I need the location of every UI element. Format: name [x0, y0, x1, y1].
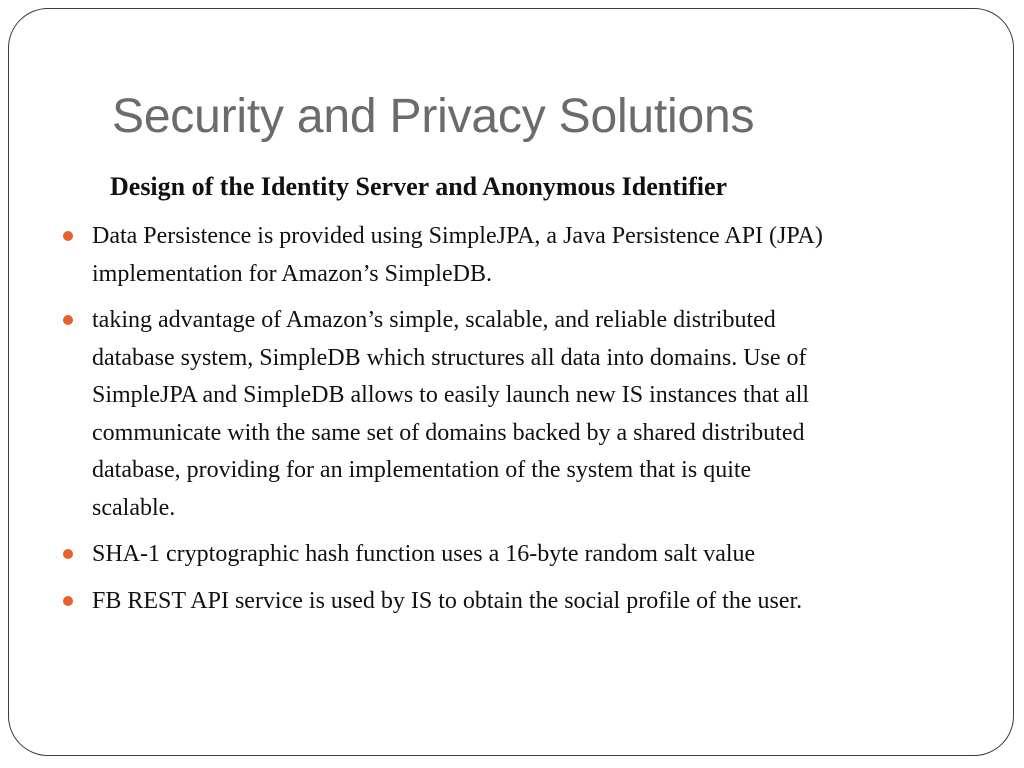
bullet-dot-icon	[63, 549, 73, 559]
bullet-item	[60, 583, 940, 621]
bullet-line: SHA-1 cryptographic hash function uses a 16-byte random salt value	[92, 541, 756, 567]
bullet-item	[60, 536, 940, 574]
bullet-line: SimpleJPA and SimpleDB allows to easily launch new IS instances that all	[92, 382, 810, 408]
bullet-line: scalable.	[92, 494, 176, 521]
bullet-dot-icon	[63, 315, 73, 325]
bullet-line: taking advantage of Amazon’s simple, scalable, and reliable distributed	[92, 307, 776, 333]
bullet-item	[60, 302, 940, 527]
bullet-line: communicate with the same set of domains backed by a shared distributed	[92, 419, 805, 446]
bullet-line: FB REST API service is used by IS to obtain the social profile of the user.	[92, 587, 803, 614]
bullet-line: database system, SimpleDB which structures all data into domains. Use of	[92, 344, 807, 371]
bullet-line: implementation for Amazon’s SimpleDB.	[92, 260, 492, 287]
bullet-item	[60, 218, 940, 293]
bullet-line: Data Persistence is provided using SimpleJPA, a Java Persistence API (JPA)	[92, 223, 823, 249]
bullet-line: database, providing for an implementation of the system that is quite	[92, 457, 752, 483]
slide-title: Security and Privacy Solutions	[112, 90, 755, 143]
slide-subtitle: Design of the Identity Server and Anonymous Identifier	[110, 172, 728, 201]
bullet-dot-icon	[63, 231, 73, 241]
bullet-dot-icon	[63, 596, 73, 606]
bullet-list	[60, 218, 940, 629]
